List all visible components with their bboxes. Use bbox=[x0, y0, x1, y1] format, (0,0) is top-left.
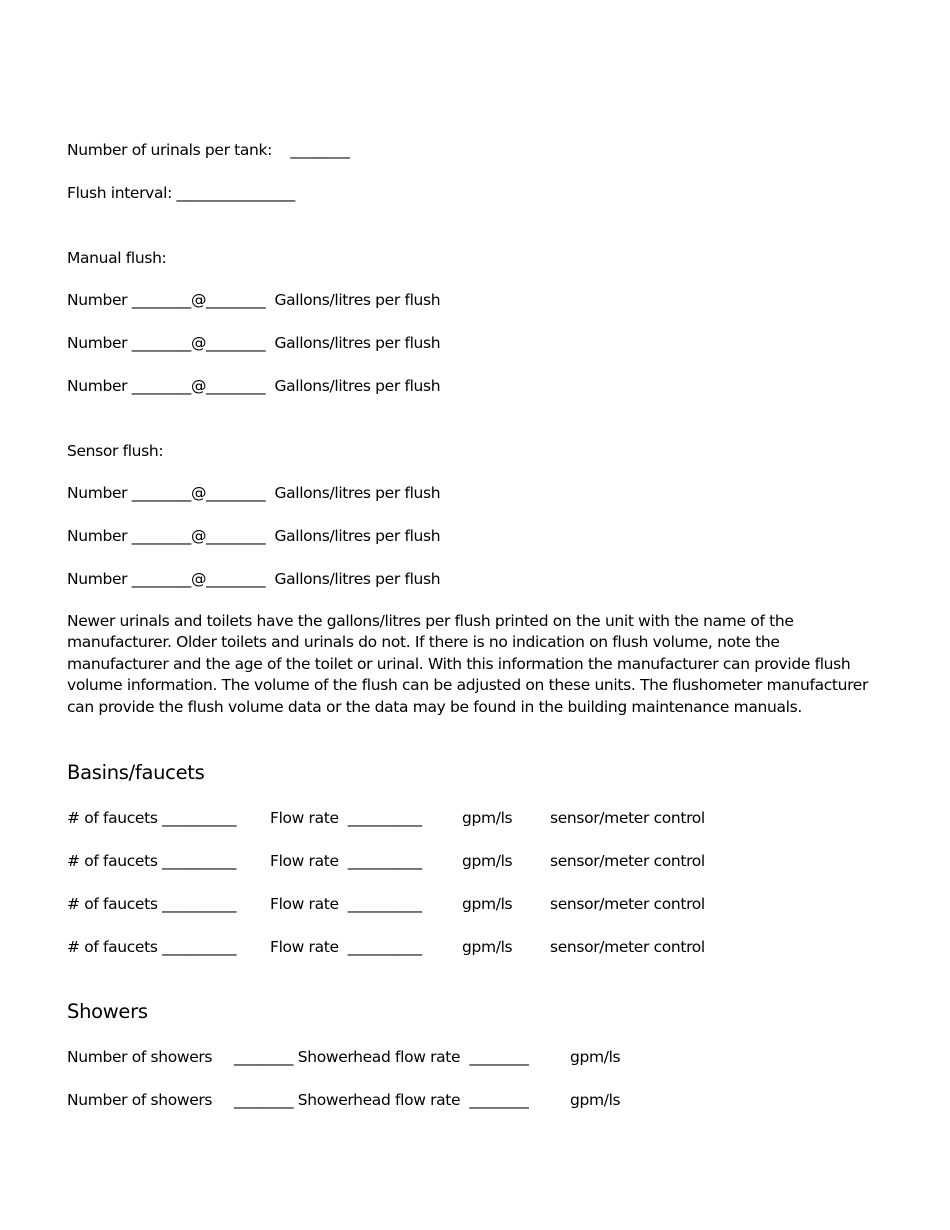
form-page bbox=[67, 0, 887, 1230]
shower-unit: gpm/ls bbox=[570, 1091, 621, 1109]
faucet-row bbox=[67, 808, 887, 830]
sensor-flush-row[interactable]: Number ________@________ Gallons/litres per flush bbox=[67, 484, 441, 502]
faucet-flow-rate-field[interactable]: Flow rate __________ bbox=[270, 895, 422, 913]
sensor-flush-row[interactable]: Number ________@________ Gallons/litres per flush bbox=[67, 570, 441, 588]
sensor-flush-heading: Sensor flush: bbox=[67, 442, 164, 460]
faucet-control: sensor/meter control bbox=[550, 938, 705, 956]
manual-flush-row[interactable]: Number ________@________ Gallons/litres per flush bbox=[67, 377, 441, 395]
shower-row bbox=[67, 1047, 887, 1069]
faucet-control: sensor/meter control bbox=[550, 809, 705, 827]
faucet-count-field[interactable]: # of faucets __________ bbox=[67, 809, 237, 827]
faucet-row bbox=[67, 851, 887, 873]
faucet-flow-rate-field[interactable]: Flow rate __________ bbox=[270, 809, 422, 827]
shower-row bbox=[67, 1090, 887, 1112]
faucet-unit: gpm/ls bbox=[462, 895, 513, 913]
sensor-flush-row[interactable]: Number ________@________ Gallons/litres per flush bbox=[67, 527, 441, 545]
faucet-control: sensor/meter control bbox=[550, 895, 705, 913]
manual-flush-row[interactable]: Number ________@________ Gallons/litres per flush bbox=[67, 334, 441, 352]
faucet-unit: gpm/ls bbox=[462, 852, 513, 870]
faucet-count-field[interactable]: # of faucets __________ bbox=[67, 938, 237, 956]
faucet-row bbox=[67, 894, 887, 916]
faucet-row bbox=[67, 937, 887, 959]
faucet-control: sensor/meter control bbox=[550, 852, 705, 870]
shower-flow-field[interactable]: ________ Showerhead flow rate ________ bbox=[234, 1048, 529, 1066]
faucet-flow-rate-field[interactable]: Flow rate __________ bbox=[270, 938, 422, 956]
basins-heading: Basins/faucets bbox=[67, 761, 205, 784]
flush-volume-note: Newer urinals and toilets have the gallons/litres per flush printed on the unit with the name of the manufacturer. Older toilets and urinals do not. If there is no indication on flush volume, note the manufacturer and the age of the toilet or urinal. With this information the manufacturer can provide flush volume information. The volume of the flush can be adjusted on these units. The flushometer manufacturer can provide the flush volume data or the data may be found in the building maintenance manuals. bbox=[67, 612, 869, 716]
faucet-count-field[interactable]: # of faucets __________ bbox=[67, 852, 237, 870]
faucet-flow-rate-field[interactable]: Flow rate __________ bbox=[270, 852, 422, 870]
urinals-per-tank-field[interactable]: Number of urinals per tank: ________ bbox=[67, 141, 350, 159]
flush-interval-field[interactable]: Flush interval: ________________ bbox=[67, 184, 295, 202]
shower-unit: gpm/ls bbox=[570, 1048, 621, 1066]
showers-heading: Showers bbox=[67, 1000, 148, 1023]
faucet-unit: gpm/ls bbox=[462, 809, 513, 827]
shower-flow-field[interactable]: ________ Showerhead flow rate ________ bbox=[234, 1091, 529, 1109]
shower-count-label: Number of showers bbox=[67, 1048, 213, 1066]
manual-flush-row[interactable]: Number ________@________ Gallons/litres per flush bbox=[67, 291, 441, 309]
faucet-count-field[interactable]: # of faucets __________ bbox=[67, 895, 237, 913]
manual-flush-heading: Manual flush: bbox=[67, 249, 167, 267]
shower-count-label: Number of showers bbox=[67, 1091, 213, 1109]
faucet-unit: gpm/ls bbox=[462, 938, 513, 956]
